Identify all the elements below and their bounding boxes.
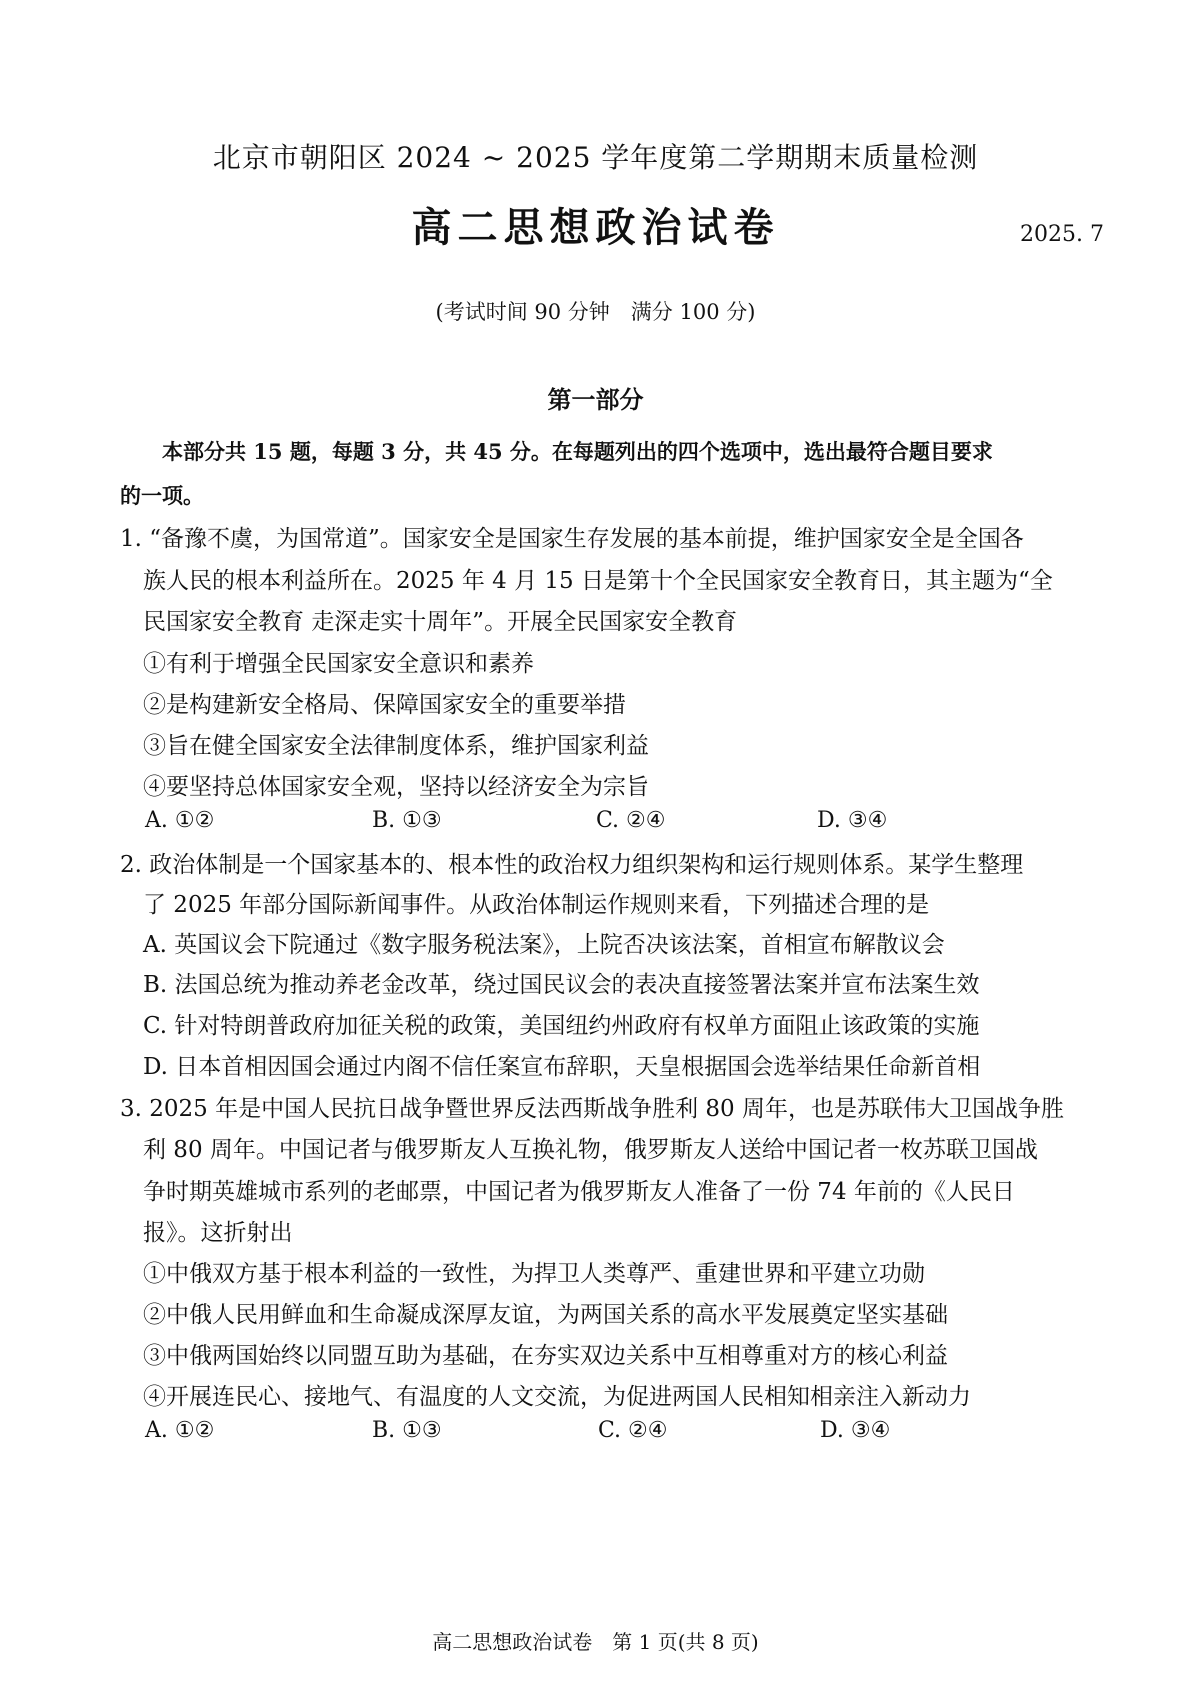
question-2-choice-b: B. 法国总统为推动养老金改革，绕过国民议会的表决直接签署法案并宣布法案生效	[143, 972, 980, 998]
page-footer: 高二思想政治试卷 第 1 页(共 8 页)	[432, 1630, 759, 1654]
question-2-stem-line: 2. 政治体制是一个国家基本的、根本性的政治权力组织架构和运行规则体系。某学生整理	[120, 852, 1024, 878]
question-3-statement: ③中俄两国始终以同盟互助为基础，在夯实双边关系中互相尊重对方的核心利益	[143, 1343, 948, 1369]
instructions-line-1: 本部分共 15 题，每题 3 分，共 45 分。在每题列出的四个选项中，选出最符合题目要求	[162, 439, 993, 464]
question-3-stem-line: 3. 2025 年是中国人民抗日战争暨世界反法西斯战争胜利 80 周年，也是苏联伟大卫国战争胜	[120, 1096, 1064, 1122]
page-title: 高二思想政治试卷	[411, 204, 780, 251]
question-1-stem-line: 1. “备豫不虞，为国常道”。国家安全是国家生存发展的基本前提，维护国家安全是全国各	[120, 526, 1024, 552]
exam-info: (考试时间 90 分钟 满分 100 分)	[435, 300, 756, 324]
question-1-stem-line: 族人民的根本利益所在。2025 年 4 月 15 日是第十个全民国家安全教育日，其主题为“全	[143, 568, 1053, 594]
question-3-option-d: D. ③④	[820, 1418, 891, 1443]
question-3-statement: ④开展连民心、接地气、有温度的人文交流，为促进两国人民相知相亲注入新动力	[143, 1384, 971, 1410]
part-title: 第一部分	[547, 385, 644, 414]
question-2-choice-d: D. 日本首相因国会通过内阁不信任案宣布辞职，天皇根据国会选举结果任命新首相	[143, 1054, 981, 1080]
question-3-option-b: B. ①③	[372, 1418, 442, 1443]
question-3-statement: ①中俄双方基于根本利益的一致性，为捍卫人类尊严、重建世界和平建立功勋	[143, 1261, 925, 1287]
exam-date: 2025. 7	[1020, 222, 1104, 247]
question-3-statement: ②中俄人民用鲜血和生命凝成深厚友谊，为两国关系的高水平发展奠定坚实基础	[143, 1302, 948, 1328]
question-1-statement: ④要坚持总体国家安全观，坚持以经济安全为宗旨	[143, 774, 649, 800]
instructions-line-2: 的一项。	[120, 483, 204, 508]
question-1-option-d: D. ③④	[817, 808, 888, 833]
question-3-option-a: A. ①②	[145, 1418, 215, 1443]
question-1-statement: ③旨在健全国家安全法律制度体系，维护国家利益	[143, 733, 649, 759]
question-2-choice-a: A. 英国议会下院通过《数字服务税法案》，上院否决该法案，首相宣布解散议会	[143, 932, 945, 958]
exam-heading: 北京市朝阳区 2024 ~ 2025 学年度第二学期期末质量检测	[212, 141, 979, 174]
question-3-stem-line: 争时期英雄城市系列的老邮票，中国记者为俄罗斯友人准备了一份 74 年前的《人民日	[143, 1179, 1015, 1205]
question-1-option-b: B. ①③	[372, 808, 442, 833]
question-1-option-a: A. ①②	[145, 808, 215, 833]
question-2-choice-c: C. 针对特朗普政府加征关税的政策，美国纽约州政府有权单方面阻止该政策的实施	[143, 1013, 980, 1039]
question-1-stem-line: 民国家安全教育 走深走实十周年”。开展全民国家安全教育	[143, 609, 738, 635]
question-2-stem-line: 了 2025 年部分国际新闻事件。从政治体制运作规则来看，下列描述合理的是	[143, 892, 930, 918]
question-3-stem-line: 报》。这折射出	[143, 1220, 293, 1246]
question-1-statement: ①有利于增强全民国家安全意识和素养	[143, 651, 534, 677]
question-1-statement: ②是构建新安全格局、保障国家安全的重要举措	[143, 692, 626, 718]
question-3-option-c: C. ②④	[598, 1418, 668, 1443]
question-1-option-c: C. ②④	[596, 808, 666, 833]
question-3-stem-line: 利 80 周年。中国记者与俄罗斯友人互换礼物，俄罗斯友人送给中国记者一枚苏联卫国战	[143, 1137, 1038, 1163]
